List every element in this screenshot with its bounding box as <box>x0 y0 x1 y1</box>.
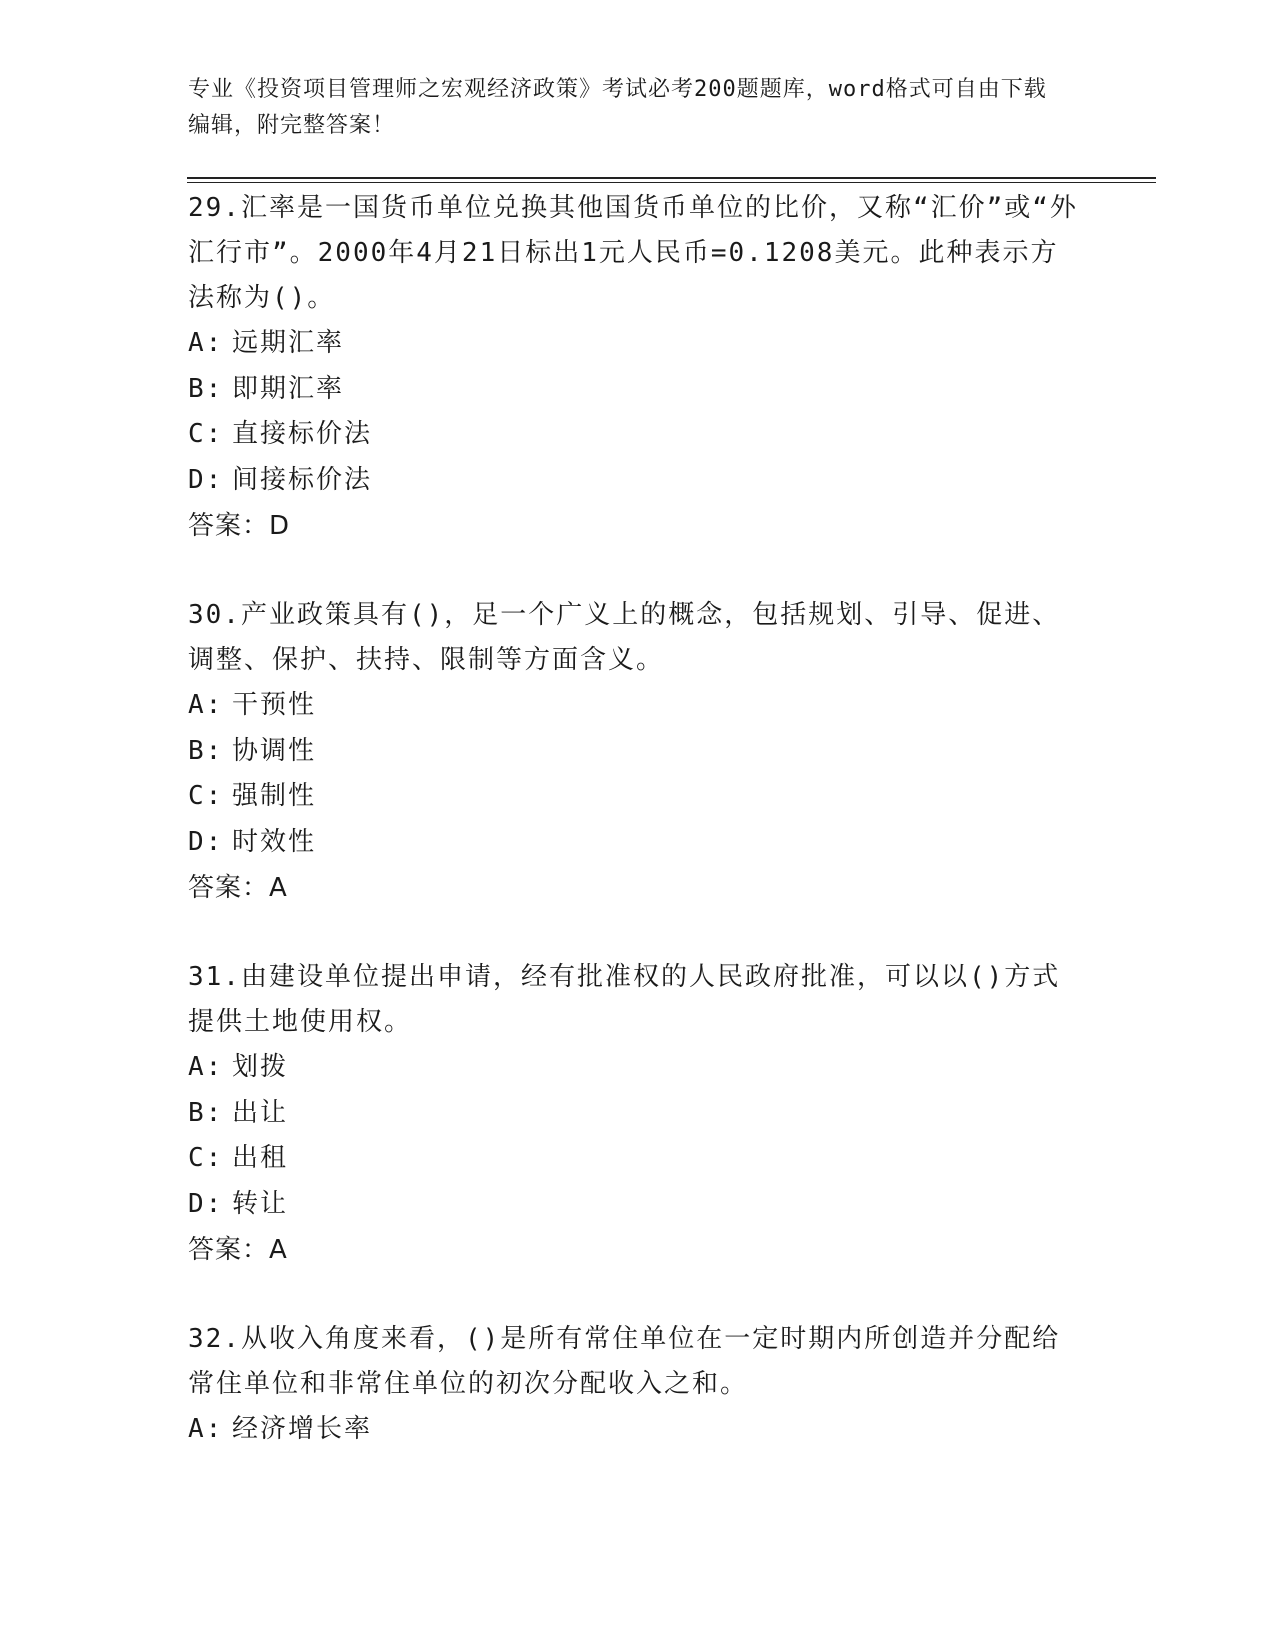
option-text: 出让 <box>232 1097 289 1128</box>
option-letter: C: <box>188 1143 224 1173</box>
question-text: 32.从收入角度来看，()是所有常住单位在一定时期内所创造并分配给常住单位和非常住单位的初次分配收入之和。 <box>188 1324 1061 1399</box>
option-text: 强制性 <box>232 781 317 811</box>
question-text: 30.产业政策具有()，足一个广义上的概念，包括规划、引导、促进、调整、保护、扶持、限制等方面含义。 <box>188 600 1061 675</box>
option-text: 即期汇率 <box>232 373 345 404</box>
answer-line: 答案：D <box>188 511 291 541</box>
option-text: 出租 <box>232 1143 289 1173</box>
option-text: 间接标价法 <box>232 464 373 495</box>
question-text: 29.汇率是一国货币单位兑换其他国货币单位的比价，又称“汇价”或“外汇行市”。2000年4月21日标出1元人民币=0.1208美元。此种表示方法称为()。 <box>188 193 1078 313</box>
option-letter: B: <box>188 373 224 404</box>
option-text: 干预性 <box>232 690 317 720</box>
option-text: 时效性 <box>232 826 317 857</box>
option-text: 转让 <box>232 1188 289 1219</box>
option-d <box>188 1182 1078 1228</box>
option-text: 划拨 <box>232 1052 289 1082</box>
question-text: 31.由建设单位提出申请，经有批准权的人民政府批准，可以以()方式提供土地使用权。 <box>188 962 1061 1037</box>
question-32 <box>188 1317 1078 1453</box>
option-c <box>188 1136 1078 1182</box>
option-letter: A: <box>188 690 224 720</box>
option-b <box>188 1091 1078 1137</box>
option-a <box>188 683 1078 729</box>
option-letter: C: <box>188 781 224 811</box>
option-a <box>188 321 1078 367</box>
option-b <box>188 729 1078 775</box>
question-29 <box>188 186 1078 549</box>
option-a <box>188 1045 1078 1091</box>
option-letter: D: <box>188 464 224 495</box>
option-b <box>188 367 1078 413</box>
option-text: 协调性 <box>232 735 317 766</box>
option-letter: B: <box>188 735 224 766</box>
answer-line: 答案：A <box>188 873 288 903</box>
option-letter: A: <box>188 328 224 358</box>
question-31 <box>188 955 1078 1273</box>
header-divider-thick <box>187 177 1156 179</box>
document-header: 专业《投资项目管理师之宏观经济政策》考试必考200题题库，word格式可自由下载编辑，附完整答案！ <box>188 77 1047 138</box>
question-list <box>188 186 1078 1497</box>
option-c <box>188 774 1078 820</box>
option-letter: C: <box>188 419 224 449</box>
option-letter: D: <box>188 1188 224 1219</box>
option-a <box>188 1407 1078 1453</box>
option-c <box>188 412 1078 458</box>
question-30 <box>188 593 1078 911</box>
option-letter: D: <box>188 826 224 857</box>
option-d <box>188 820 1078 866</box>
option-d <box>188 458 1078 504</box>
option-letter: A: <box>188 1414 224 1444</box>
option-text: 直接标价法 <box>232 419 373 449</box>
option-text: 经济增长率 <box>232 1414 373 1444</box>
option-text: 远期汇率 <box>232 328 345 358</box>
answer-line: 答案：A <box>188 1235 288 1265</box>
header-divider-thin <box>187 182 1156 183</box>
option-letter: B: <box>188 1097 224 1128</box>
option-letter: A: <box>188 1052 224 1082</box>
